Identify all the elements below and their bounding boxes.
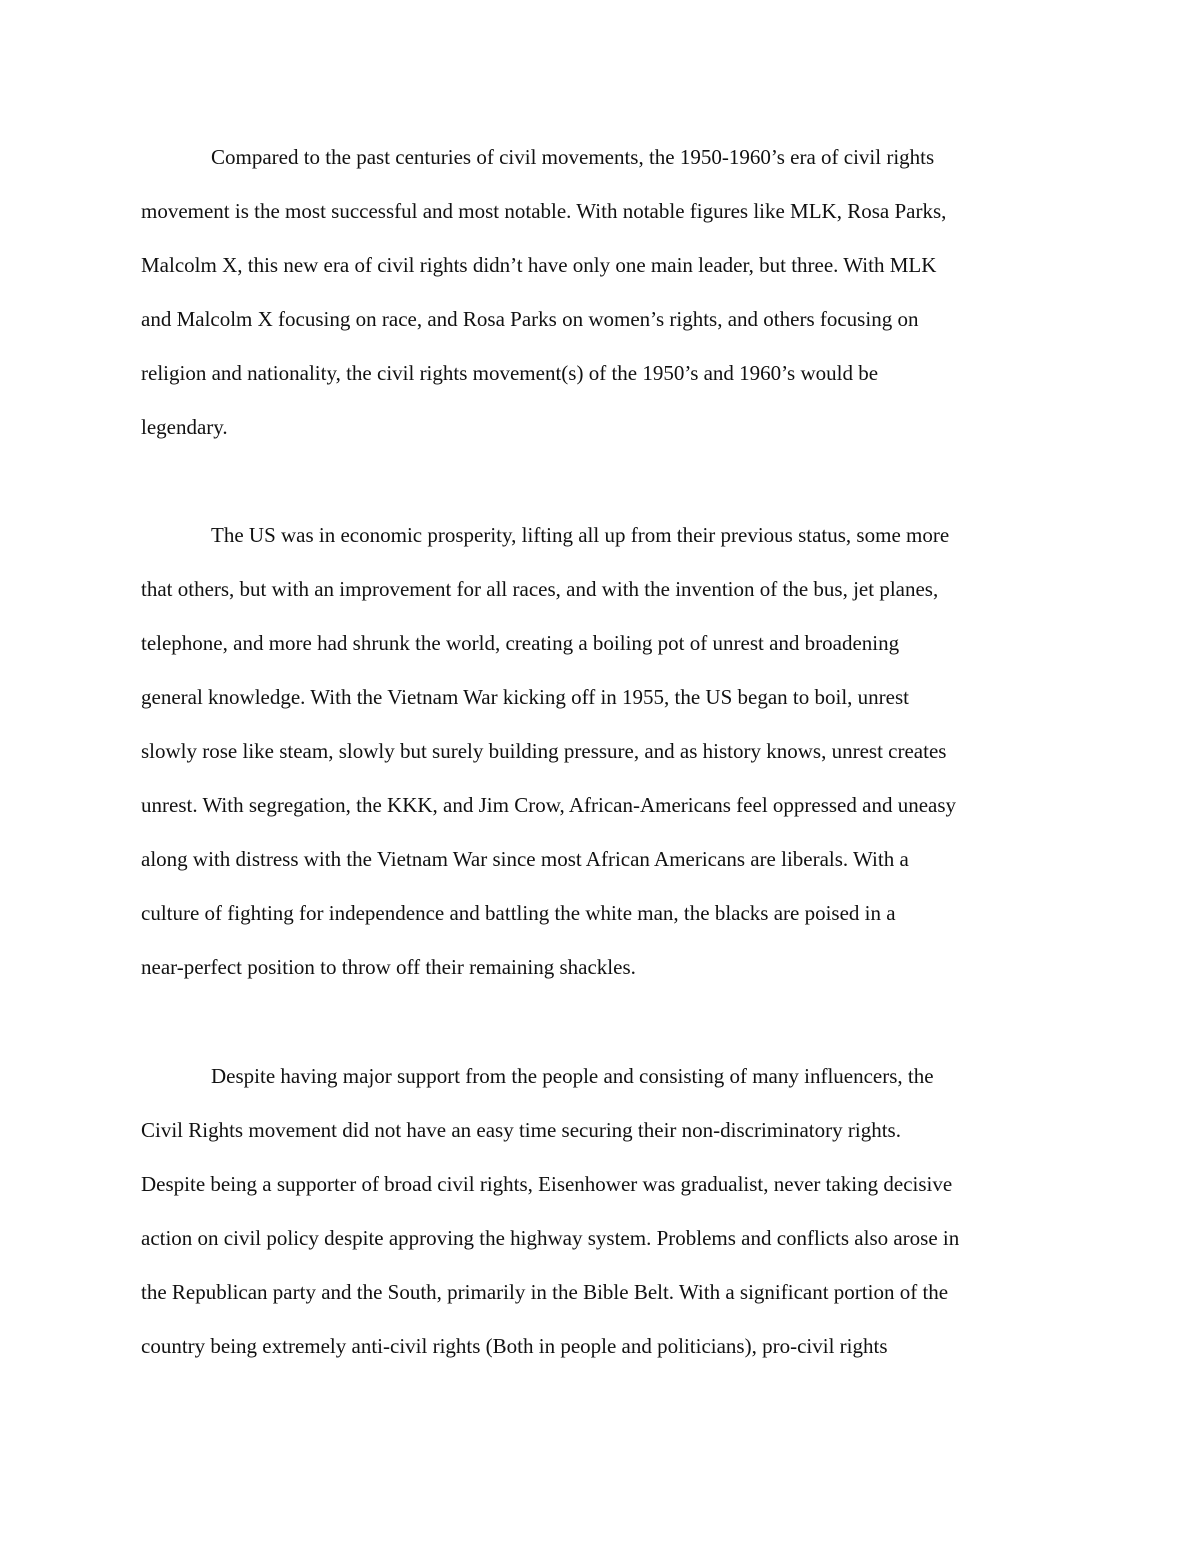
paragraph-line: legendary. — [141, 415, 228, 439]
paragraph-line: Despite being a supporter of broad civil rights, Eisenhower was gradualist, never taking decisive — [141, 1172, 953, 1196]
paragraph-line: Civil Rights movement did not have an easy time securing their non-discriminatory rights. — [141, 1118, 901, 1142]
paragraph-line: movement is the most successful and most notable. With notable figures like MLK, Rosa Parks, — [141, 199, 947, 223]
paragraph-line: and Malcolm X focusing on race, and Rosa Parks on women’s rights, and others focusing on — [141, 307, 919, 331]
paragraph-line: Despite having major support from the people and consisting of many influencers, the — [211, 1064, 934, 1088]
paragraph-line: that others, but with an improvement for all races, and with the invention of the bus, jet planes, — [141, 577, 939, 601]
paragraph-line: general knowledge. With the Vietnam War kicking off in 1955, the US began to boil, unrest — [141, 685, 909, 709]
paragraph-line: along with distress with the Vietnam War since most African Americans are liberals. With a — [141, 847, 909, 871]
paragraph-line: slowly rose like steam, slowly but surely building pressure, and as history knows, unrest creates — [141, 739, 947, 763]
paragraph-3 — [141, 1049, 1081, 1373]
paragraph-2 — [141, 508, 1081, 994]
paragraph-line: near-perfect position to throw off their remaining shackles. — [141, 955, 636, 979]
paragraph-line: religion and nationality, the civil rights movement(s) of the 1950’s and 1960’s would be — [141, 361, 879, 385]
paragraph-line: unrest. With segregation, the KKK, and Jim Crow, African-Americans feel oppressed and uneasy — [141, 793, 957, 817]
paragraph-line: the Republican party and the South, primarily in the Bible Belt. With a significant portion of the — [141, 1280, 949, 1304]
paragraph-1 — [141, 130, 1081, 454]
paragraph-line: Malcolm X, this new era of civil rights didn’t have only one main leader, but three. With MLK — [141, 253, 937, 277]
paragraph-line: Compared to the past centuries of civil movements, the 1950-1960’s era of civil rights — [211, 145, 935, 169]
paragraph-line: The US was in economic prosperity, lifting all up from their previous status, some more — [211, 523, 950, 547]
paragraph-line: telephone, and more had shrunk the world, creating a boiling pot of unrest and broadening — [141, 631, 900, 655]
paragraph-line: country being extremely anti-civil rights (Both in people and politicians), pro-civil rights — [141, 1334, 888, 1358]
paragraph-line: culture of fighting for independence and battling the white man, the blacks are poised in a — [141, 901, 896, 925]
paragraph-line: action on civil policy despite approving the highway system. Problems and conflicts also arose in — [141, 1226, 960, 1250]
